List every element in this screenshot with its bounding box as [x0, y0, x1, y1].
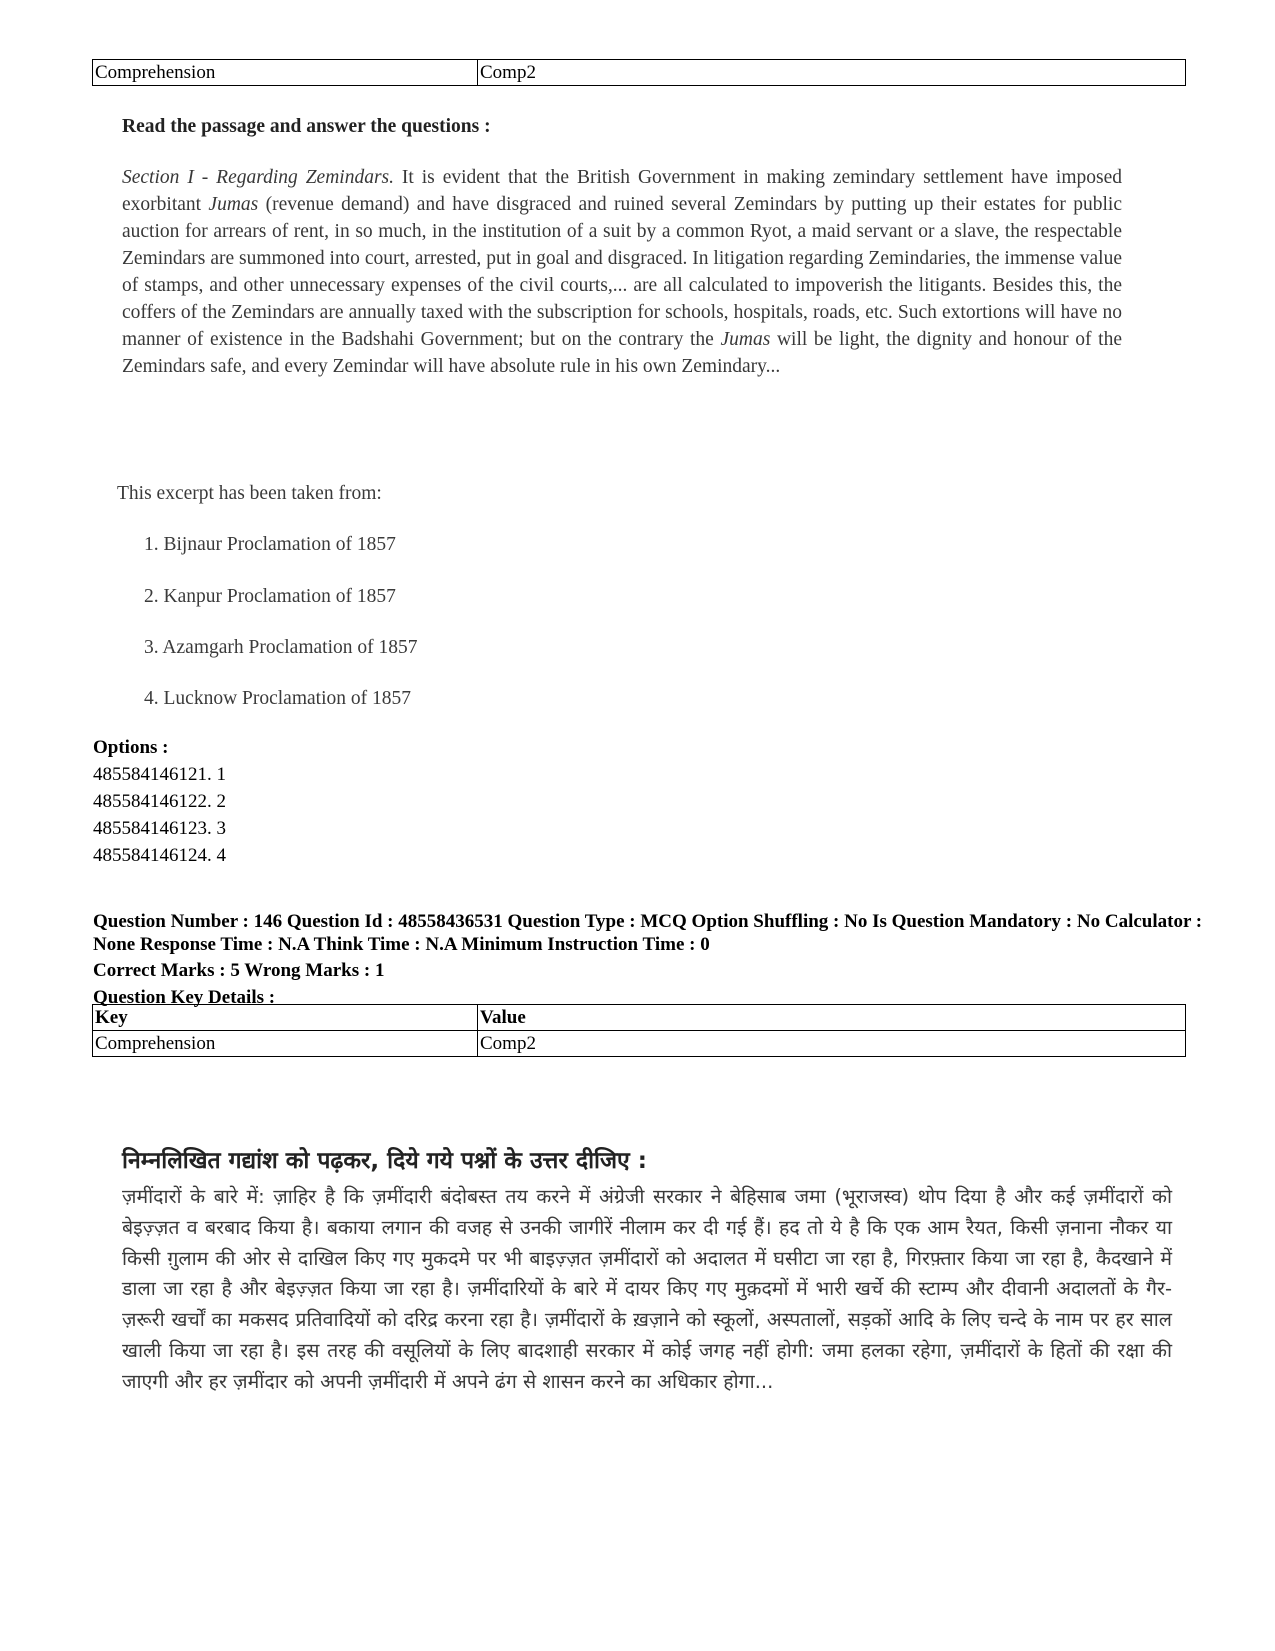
- option-item: 485584146124. 4: [93, 845, 226, 866]
- choice-item: 2. Kanpur Proclamation of 1857: [144, 586, 396, 607]
- section-label: Section I - Regarding Zemindars.: [122, 167, 394, 188]
- choice-item: 1. Bijnaur Proclamation of 1857: [144, 534, 396, 555]
- table-cell-key: Comprehension: [93, 60, 478, 86]
- hindi-question-heading: निम्नलिखित गद्यांश को पढ़कर, दिये गये पश्नों के उत्तर दीजिए :: [122, 1148, 647, 1174]
- table-cell-value: Comp2: [478, 60, 1186, 86]
- key-details-label: Question Key Details :: [93, 987, 276, 1008]
- option-item: 485584146122. 2: [93, 791, 226, 812]
- english-question-heading: Read the passage and answer the questions :: [122, 116, 491, 137]
- passage-text-1: It is evident that the British Government in making zemindary settlement have imposed exorbitant: [122, 167, 1122, 215]
- question-meta: Question Number : 146 Question Id : 48558436531 Question Type : MCQ Option Shuffling : No Is Question Mandatory : No Calculator : None Response Time : N.A Think Time : N.A Minimum Instruction Time : 0: [93, 911, 1203, 955]
- table-header-key: Key: [93, 1005, 478, 1031]
- passage-term-jumas: Jumas: [720, 329, 771, 350]
- table-cell-key: Comprehension: [93, 1031, 478, 1057]
- choice-item: 3. Azamgarh Proclamation of 1857: [144, 637, 418, 658]
- option-item: 485584146121. 1: [93, 764, 226, 785]
- passage-term-jumas: Jumas: [208, 194, 259, 215]
- table-row: [93, 1031, 1186, 1057]
- option-item: 485584146123. 3: [93, 818, 226, 839]
- table-header-value: Value: [478, 1005, 1186, 1031]
- hindi-passage: ज़मींदारों के बारे में: ज़ाहिर है कि ज़मींदारी बंदोबस्त तय करने में अंग्रेजी सरकार ने बेहिसाब जमा (भूराजस्व) थोप दिया है और कई ज़मींदारों को बेइज़्ज़त व बरबाद किया है। बकाया लगान की वजह से उनकी जागीरें नीलाम कर दी गई हैं। हद तो ये है कि एक आम रैयत, किसी ज़नाना नौकर या किसी ग़ुलाम की ओर से दाखिल किए गए मुकदमे पर भी बाइज़्ज़त ज़मींदारों को अदालत में घसीटा जा रहा है, गिरफ़्तार किया जा रहा है, कैदखाने में डाला जा रहा है और बेइज़्ज़त किया जा रहा है। ज़मींदारियों के बारे में दायर किए गए मुक़दमों में भारी खर्चे की स्टाम्प और दीवानी अदालतों के गैर-ज़रूरी खर्चों का मकसद प्रतिवादियों को दरिद्र करना रहा है। ज़मींदारों के ख़ज़ाने को स्कूलों, अस्पतालों, सड़कों आदि के लिए चन्दे के नाम पर हर साल खाली किया जा रहा है। इस तरह की वसूलियों के लिए बादशाही सरकार में कोई जगह नहीं होगी: जमा हलका रहेगा, ज़मींदारों के हितों की रक्षा की जाएगी और हर ज़मींदार को अपनी ज़मींदारी में अपने ढंग से शासन करने का अधिकार होगा...: [122, 1185, 1172, 1393]
- english-passage: [122, 164, 1122, 380]
- table-header-row: [93, 1005, 1186, 1031]
- excerpt-prompt: This excerpt has been taken from:: [117, 483, 382, 504]
- options-label: Options :: [93, 737, 169, 758]
- choice-item: 4. Lucknow Proclamation of 1857: [144, 688, 411, 709]
- comprehension-table: [92, 59, 1186, 86]
- table-cell-value: Comp2: [478, 1031, 1186, 1057]
- passage-text-2: (revenue demand) and have disgraced and ruined several Zemindars by putting up their estates for public auction for arrears of rent, in so much, in the institution of a suit by a common Ryot, a maid servant or a slave, the respectable Zemindars are summoned into court, arrested, put in goal and disgraced. In litigation regarding Zemindaries, the immense value of stamps, and other unnecessary expenses of the civil courts,... are all calculated to impoverish the litigants. Besides this, the coffers of the Zemindars are annually taxed with the subscription for schools, hospitals, roads, etc. Such extortions will have no manner of existence in the Badshahi Government; but on the contrary the: [122, 194, 1123, 350]
- table-row: [93, 60, 1186, 86]
- key-table: [92, 1004, 1186, 1057]
- passage-text-3: will be light, the dignity and honour of the Zemindars safe, and every Zemindar will have absolute rule in his own Zemindary...: [122, 329, 1122, 377]
- marks-line: Correct Marks : 5 Wrong Marks : 1: [93, 960, 385, 981]
